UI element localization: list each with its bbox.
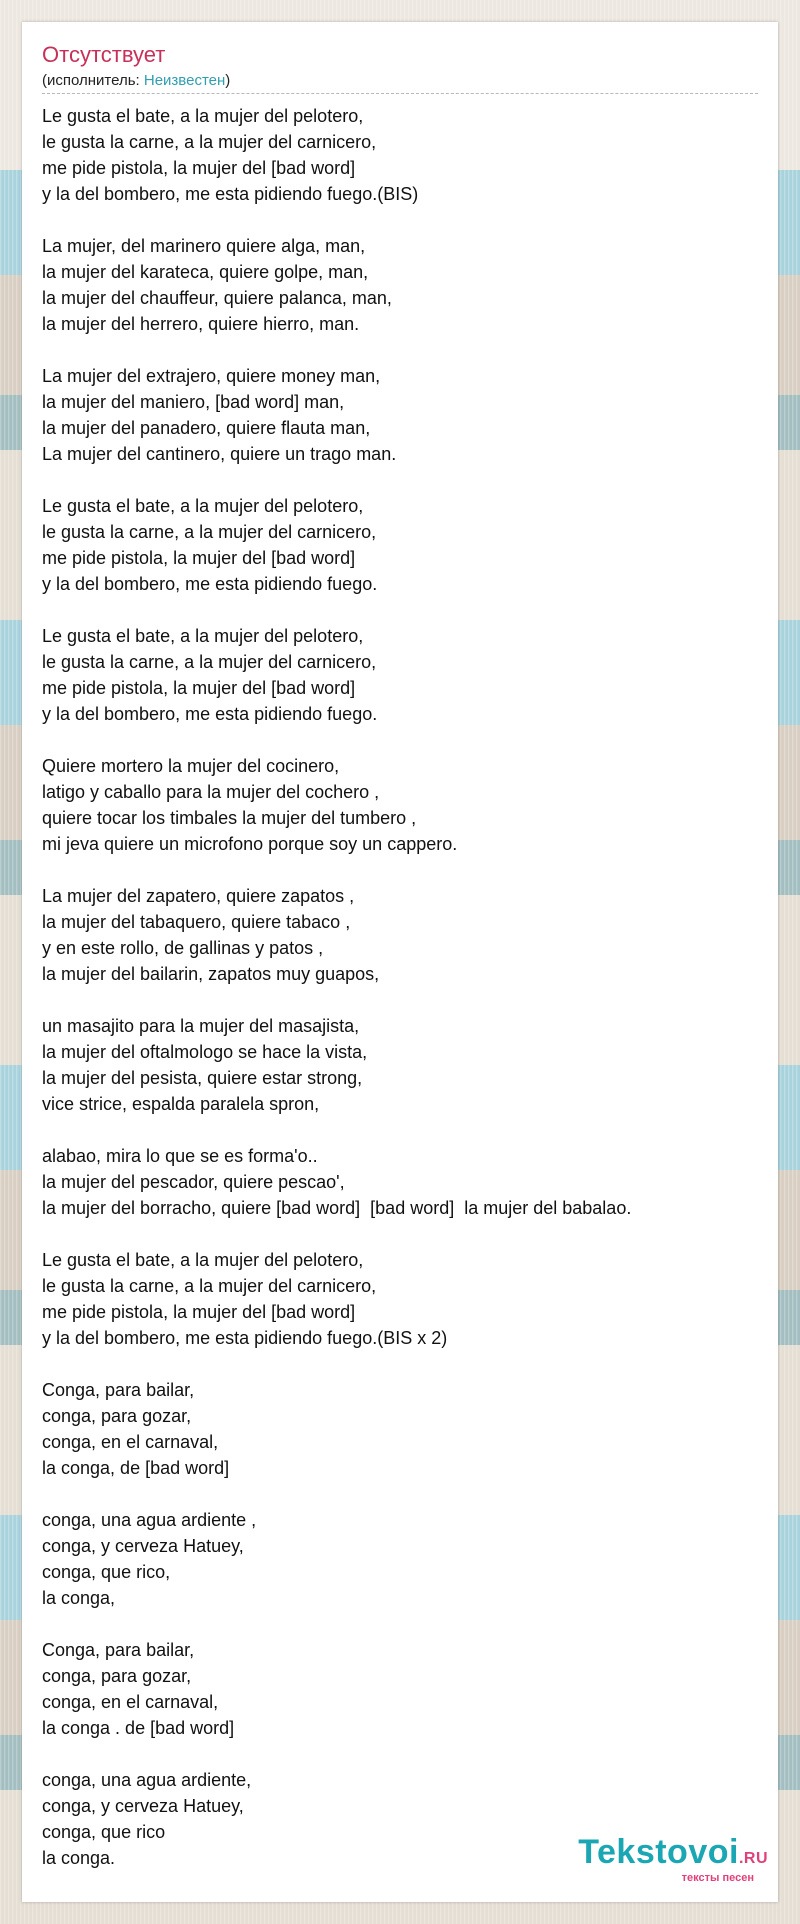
artist-link[interactable]: Неизвестен [143, 72, 226, 89]
lyrics-body [42, 103, 758, 1871]
lyric-line: la mujer del karateca, quiere golpe, man, [42, 262, 369, 282]
lyric-line: conga, una agua ardiente, [42, 1770, 252, 1790]
lyric-line: y la del bombero, me esta pidiendo fuego. [42, 704, 378, 724]
lyric-line: le gusta la carne, a la mujer del carnicero, [42, 522, 377, 542]
lyrics-stanza [42, 363, 758, 467]
logo-tagline: тексты песен [681, 1872, 754, 1884]
lyric-line: me pide pistola, la mujer del [bad word] [42, 678, 356, 698]
lyrics-stanza [42, 233, 758, 337]
lyric-line: conga, y cerveza Hatuey, [42, 1796, 244, 1816]
lyric-line: Conga, para bailar, [42, 1380, 195, 1400]
lyric-line: Le gusta el bate, a la mujer del pelotero, [42, 496, 364, 516]
lyric-line: vice strice, espalda paralela spron, [42, 1094, 320, 1114]
artist-byline [42, 72, 758, 94]
lyric-line: conga, en el carnaval, [42, 1692, 219, 1712]
lyric-line: me pide pistola, la mujer del [bad word] [42, 158, 356, 178]
lyrics-stanza [42, 1377, 758, 1481]
lyric-line: la conga . de [bad word] [42, 1718, 235, 1738]
lyric-line: conga, para gozar, [42, 1666, 192, 1686]
lyric-line: La mujer del extrajero, quiere money man, [42, 366, 381, 386]
lyric-line: le gusta la carne, a la mujer del carnicero, [42, 132, 377, 152]
lyric-line: conga, que rico [42, 1822, 166, 1842]
lyric-line: la mujer del pesista, quiere estar strong, [42, 1068, 363, 1088]
lyric-line: conga, y cerveza Hatuey, [42, 1536, 244, 1556]
lyrics-stanza [42, 103, 758, 207]
lyrics-stanza [42, 493, 758, 597]
lyric-line: La mujer, del marinero quiere alga, man, [42, 236, 366, 256]
lyric-line: y la del bombero, me esta pidiendo fuego.(BIS x 2) [42, 1328, 448, 1348]
lyric-line: la mujer del oftalmologo se hace la vista, [42, 1042, 368, 1062]
lyric-line: la mujer del panadero, quiere flauta man, [42, 418, 371, 438]
lyric-line: la mujer del borracho, quiere [bad word] [bad word] la mujer del babalao. [42, 1198, 632, 1218]
lyrics-stanza [42, 623, 758, 727]
lyric-line: latigo y caballo para la mujer del cochero , [42, 782, 380, 802]
lyric-line: y la del bombero, me esta pidiendo fuego. [42, 574, 378, 594]
lyric-line: Le gusta el bate, a la mujer del pelotero, [42, 626, 364, 646]
lyric-line: conga, que rico, [42, 1562, 171, 1582]
lyric-line: y en este rollo, de gallinas y patos , [42, 938, 324, 958]
lyric-line: Le gusta el bate, a la mujer del pelotero, [42, 1250, 364, 1270]
lyric-line: le gusta la carne, a la mujer del carnicero, [42, 652, 377, 672]
song-title: Отсутствует [42, 42, 166, 67]
lyric-line: un masajito para la mujer del masajista, [42, 1016, 360, 1036]
lyric-line: la mujer del tabaquero, quiere tabaco , [42, 912, 351, 932]
lyric-line: alabao, mira lo que se es forma'o.. [42, 1146, 318, 1166]
lyrics-stanza [42, 1247, 758, 1351]
lyric-line: la conga. [42, 1848, 116, 1868]
lyric-line: mi jeva quiere un microfono porque soy un cappero. [42, 834, 458, 854]
lyric-line: La mujer del cantinero, quiere un trago man. [42, 444, 397, 464]
lyric-line: Quiere mortero la mujer del cocinero, [42, 756, 340, 776]
lyric-line: la conga, [42, 1588, 116, 1608]
lyric-line: la mujer del maniero, [bad word] man, [42, 392, 345, 412]
byline-prefix: (исполнитель: [42, 72, 144, 89]
lyric-line: Le gusta el bate, a la mujer del pelotero, [42, 106, 364, 126]
lyric-line: la mujer del pescador, quiere pescao', [42, 1172, 345, 1192]
lyric-line: y la del bombero, me esta pidiendo fuego.(BIS) [42, 184, 419, 204]
site-logo[interactable] [578, 1835, 768, 1884]
lyric-line: me pide pistola, la mujer del [bad word] [42, 548, 356, 568]
lyric-line: la mujer del herrero, quiere hierro, man. [42, 314, 360, 334]
lyrics-stanza [42, 1013, 758, 1117]
logo-tld: .RU [738, 1850, 768, 1867]
lyric-line: Conga, para bailar, [42, 1640, 195, 1660]
lyric-line: la conga, de [bad word] [42, 1458, 230, 1478]
lyric-line: conga, una agua ardiente , [42, 1510, 257, 1530]
lyrics-stanza [42, 1143, 758, 1221]
lyric-line: la mujer del chauffeur, quiere palanca, man, [42, 288, 392, 308]
lyric-line: La mujer del zapatero, quiere zapatos , [42, 886, 355, 906]
lyric-line: me pide pistola, la mujer del [bad word] [42, 1302, 356, 1322]
lyric-line: quiere tocar los timbales la mujer del tumbero , [42, 808, 417, 828]
lyric-line: conga, en el carnaval, [42, 1432, 219, 1452]
logo-brand-name: Tekstovoi [578, 1833, 739, 1871]
lyrics-stanza [42, 1507, 758, 1611]
lyrics-stanza [42, 753, 758, 857]
logo-brand [578, 1835, 768, 1876]
lyrics-stanza [42, 1637, 758, 1741]
lyric-line: conga, para gozar, [42, 1406, 192, 1426]
lyric-line: le gusta la carne, a la mujer del carnicero, [42, 1276, 377, 1296]
byline-suffix: ) [225, 72, 231, 89]
lyrics-card [22, 22, 778, 1902]
lyric-line: la mujer del bailarin, zapatos muy guapos, [42, 964, 380, 984]
lyrics-stanza [42, 883, 758, 987]
